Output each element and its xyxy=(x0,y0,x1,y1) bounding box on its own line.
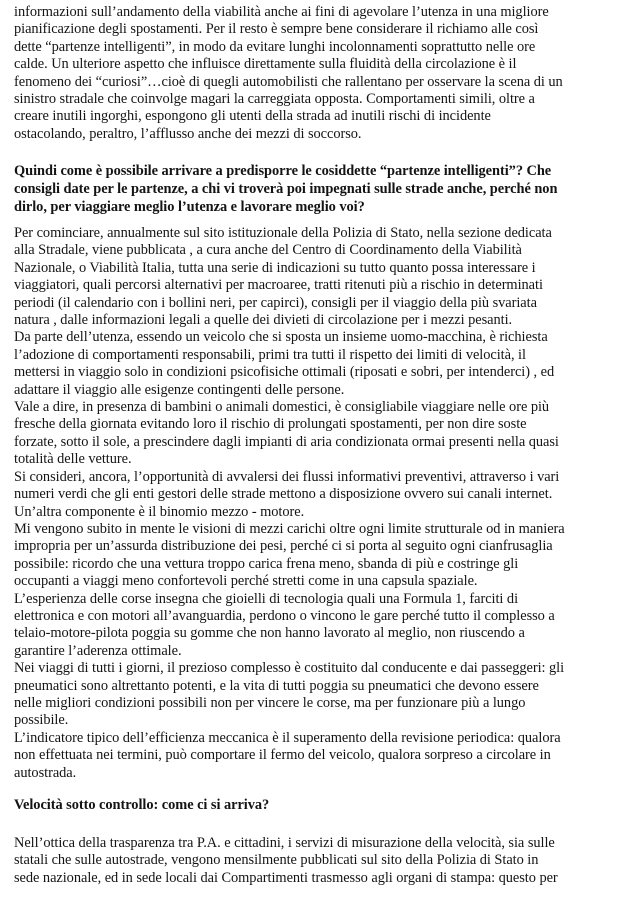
text-line: Nei viaggi di tutti i giorni, il prezioso complesso è costituito dal conducente e dai passeggeri: gli xyxy=(14,660,565,677)
answer-paragraph-partenze xyxy=(14,225,614,782)
text-line: periodi (il calendario con i bollini neri, per capirci), consigli per il viaggio della più svariata xyxy=(14,294,537,311)
question-heading-partenze xyxy=(14,162,614,217)
text-line: fenomeno dei “curiosi”…cioè di quegli automobilisti che rallentano per osservare la scena di un xyxy=(14,73,563,90)
text-line: creare inutili ingorghi, espongono gli utenti della strada ad inutili rischi di incidente xyxy=(14,108,491,125)
text-line: L’esperienza delle corse insegna che gioielli di tecnologia quali una Formula 1, farciti di xyxy=(14,590,519,607)
text-line: telaio-motore-pilota poggia su gomme che non hanno lavorato al meglio, non riuscendo a xyxy=(14,625,525,642)
text-line: Per cominciare, annualmente sul sito istituzionale della Polizia di Stato, nella sezione dedicata xyxy=(14,225,552,241)
text-line: elettronica e con motori all’avanguardia, perdono o vincono le gare perché tutto il complesso a xyxy=(14,607,555,624)
text-line: ostacolando, peraltro, l’afflusso anche dei mezzi di soccorso. xyxy=(14,125,362,142)
text-line: sinistro stradale che coinvolge magari la carreggiata opposta. Comportamenti simili, oltre a xyxy=(14,91,535,108)
text-line: possibile: ricordo che una vettura troppo carica frena meno, sbanda di più e costringe gli xyxy=(14,555,519,572)
text-line: natura , dalle informazioni legali a quelle dei divieti di circolazione per i mezzi pesanti. xyxy=(14,312,513,329)
text-line: non effettuata nei termini, può comportare il fermo del veicolo, qualora sorpreso a circolare in xyxy=(14,747,551,764)
text-line: informazioni sull’andamento della viabilità anche ai fini di agevolare l’utenza in una migliore xyxy=(14,4,549,20)
text-line: occupanti a viaggi meno confortevoli perché stretti come in una capsula spaziale. xyxy=(14,573,478,590)
text-line: Si consideri, ancora, l’opportunità di avvalersi dei flussi informativi preventivi, attraverso i vari xyxy=(14,468,560,485)
answer-paragraph-velocita xyxy=(14,835,614,887)
text-line: totalità delle vetture. xyxy=(14,451,132,468)
text-line: sede nazionale, ed in sede locali dai Compartimenti trasmesso agli organi di stampa: questo per xyxy=(14,869,558,886)
text-line: impropria per un’assurda distribuzione dei pesi, perché ci si porta al seguito ogni cianfrusaglia xyxy=(14,538,553,555)
text-line: fresche della giornata evitando loro il rischio di prolungati spostamenti, per non dire soste xyxy=(14,416,527,433)
text-line: l’adozione di comportamenti responsabili, primi tra tutti il rispetto dei limiti di velocità, il xyxy=(14,346,526,363)
text-line: calde. Un ulteriore aspetto che influisce direttamente sulla fluidità della circolazione è il xyxy=(14,56,517,73)
text-line: statali che sulle autostrade, vengono mensilmente pubblicati sul sito della Polizia di Stato in xyxy=(14,852,539,869)
text-line: L’indicatore tipico dell’efficienza meccanica è il superamento della revisione periodica: qualora xyxy=(14,729,561,746)
text-line: Da parte dell’utenza, essendo un veicolo che si sposta un insieme uomo-macchina, è richiesta xyxy=(14,329,548,346)
text-line: dette “partenze intelligenti”, in modo da evitare lunghi incolonnamenti soprattutto nelle ore xyxy=(14,38,536,55)
text-line: adattare il viaggio alle esigenze contingenti delle persone. xyxy=(14,381,345,398)
text-line: Un’altra componente è il binomio mezzo - motore. xyxy=(14,503,305,520)
question-heading-velocita xyxy=(14,796,614,814)
text-line: forzate, sotto il sole, a prescindere dagli impianti di aria condizionata ormai presenti nella quasi xyxy=(14,433,559,450)
text-line: alla Stradale, viene pubblicata , a cura anche del Centro di Coordinamento della Viabilità xyxy=(14,242,522,259)
text-line: Nazionale, o Viabilità Italia, tutta una serie di indicazioni su tutto quanto possa interessare i xyxy=(14,259,536,276)
text-line: Velocità sotto controllo: come ci si arriva? xyxy=(14,797,270,813)
text-line: garantire l’aderenza ottimale. xyxy=(14,642,182,659)
text-line: dirlo, per viaggiare meglio l’utenza e lavorare meglio voi? xyxy=(14,199,365,216)
text-line: autostrada. xyxy=(14,764,77,781)
text-line: viaggiatori, quali percorsi alternativi per macroaree, tratti ritenuti più a rischio in determinati xyxy=(14,277,543,294)
text-line: numeri verdi che gli enti gestori delle strade mettono a disposizione ovvero sui canali internet. xyxy=(14,486,553,503)
text-line: nelle migliori condizioni possibili non per vincere le corse, ma per funzionare più a lungo xyxy=(14,694,526,711)
text-line: Nell’ottica della trasparenza tra P.A. e cittadini, i servizi di misurazione della velocità, sia sulle xyxy=(14,835,555,851)
text-line: pianificazione degli spostamenti. Per il resto è sempre bene considerare il richiamo alle così xyxy=(14,21,539,38)
text-line: Quindi come è possibile arrivare a predisporre le cosiddette “partenze intelligenti”? Che xyxy=(14,163,552,179)
text-line: Mi vengono subito in mente le visioni di mezzi carichi oltre ogni limite strutturale od in maniera xyxy=(14,520,565,537)
text-line: pneumatici sono altrettanto potenti, e la vita di tutti poggia su pneumatici che devono essere xyxy=(14,677,539,694)
intro-paragraph xyxy=(14,4,614,143)
text-line: possibile. xyxy=(14,712,69,729)
text-line: consigli date per le partenze, a chi vi troverà poi impegnati sulle strade anche, perché non xyxy=(14,181,558,198)
text-line: Vale a dire, in presenza di bambini o animali domestici, è consigliabile viaggiare nelle ore più xyxy=(14,399,550,416)
text-line: mettersi in viaggio solo in condizioni psicofisiche ottimali (riposati e sobri, per intenderci) , ed xyxy=(14,364,555,381)
